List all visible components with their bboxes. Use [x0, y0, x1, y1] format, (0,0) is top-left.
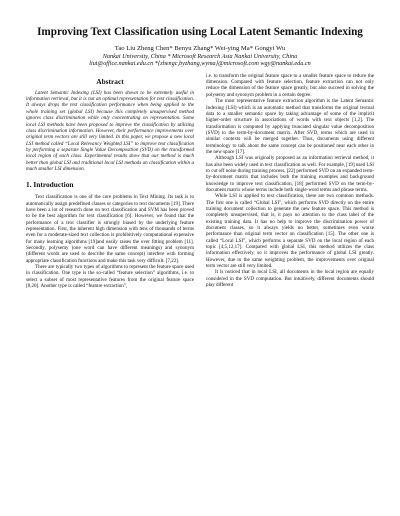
body-paragraph: The most representative feature extraction algorithm is the Latent Semantic Indexing (LSI) which is an automatic method that transforms the original textual data to a smaller semantic space by taking advantage of some of the implicit higher-order structure in associations of words with text objects [1,2]. The transformation is computed by applying truncated singular value decomposition (SVD) to the term-by-document matrix. After SVD, terms which are used in similar contexts will be merged together. Thus, documents using different terminology to talk about the same concept can be positioned near each other in the new space [17]. — [206, 98, 374, 155]
author-block — [26, 45, 374, 68]
body-paragraph: It is noticed that in local LSI, all documents in the local region are equally considered in the SVD computation. But intuitively, different documents should play different — [206, 269, 374, 289]
author-affiliations: Nankai University, China * Microsoft Research Asia Nankai University, China — [102, 52, 298, 60]
body-paragraph: While LSI is applied to text classification, there are two common methods. The first one is called “Global LSI”, which performs SVD directly on the entire training document collection to generate the new feature space. This method is completely unsupervised, that is, it pays no attention to the class label of the existing training data. It has no help to improve the discrimination power of document classes, so it always yields no better, sometimes even worse performance than original term vector on classification [15]. The other one is called “Local LSI”, which performs a separate SVD on the local region of each topic [4,5,12,17]. Compared with global LSI, this method utilizes the class information effectively, so it improves the performance of global LSI greatly. However, due to the same weighting problem, the improvements over original term vector are still very limited. — [206, 193, 374, 270]
intro-paragraph: There are typically two types of algorithms to represent the feature space used in classification. One type is the so-called “feature selection” algorithms, i.e. to select a subset of most representative features from the original feature space [8,20]. Another type is called “feature extraction”, — [26, 264, 194, 290]
abstract-body — [26, 90, 194, 172]
right-column — [206, 73, 374, 290]
paper-title: Improving Text Classification using Local Latent Semantic Indexing — [37, 26, 363, 38]
author-names: Tao Liu Zheng Chen* Benyu Zhang* Wei-ying Ma* Gongyi Wu — [114, 45, 286, 52]
intro-paragraph: Text classification is one of the core problems in Text Mining. Its task is to automatically assign predefined classes or categories to text documents [19]. There have been a lot of research done on text classification and SVM has been proved to be the best algorithm for text classification [6]. However, we found that the performance of a text classifier is strongly biased by the underlying feature representation. First, the inherent high dimension with tens of thousands of terms even for a moderate-sized text collection is prohibitively computational expensive for many learning algorithms [19]and easily raises the over fitting problem [11]. Secondly, polysemy (one word can have different meanings) and synonym (different words are used to describe the same concept) interfere with forming appropriate classification functions and make this task very difficult. [7,22]. — [26, 194, 194, 264]
two-column-body — [26, 73, 374, 290]
body-paragraph: i.e. to transform the original feature space to a smaller feature space to reduce the dimension. Compared with feature selection, feature extraction can not only reduce the dimension of the feature space greatly, but also succeed in solving the polysemy and synonym problem in a certain degree. — [206, 72, 374, 98]
body-paragraph: Although LSI was originally proposed as an information retrieval method, it has also been widely used in text classification as well. For example, [19] used LSI to cut off noise during training process, [22] performed SVD on an expanded term-by-document matrix that includes both the training examples and background knowledge to improve text classification, [18] performed SVD on the term-by-document matrix whose terms include both single-word terms and phrase terms. — [206, 155, 374, 193]
section-heading-introduction: 1. Introduction — [26, 180, 74, 190]
author-emails: liut@office.nankai.edu.cn *{zhengc,byzhang,wyma}@microsoft.com wgy@nankai.edu.cn — [89, 60, 311, 68]
abstract-heading: Abstract — [96, 76, 124, 86]
abstract-text: Latent Semantic Indexing (LSI) has been shown to be extremely useful in information retrieval, but it is not an optimal representation for text classification. It always drops the text classification performance when being applied to the whole training set (global LSI) because this completely unsupervised method ignores class discrimination while only concentrating on representation. Some local LSI methods have been proposed to improve the classification by utilizing class discrimination information. However, their performance improvements over original term vectors are still very limited. In this paper, we propose a new local LSI method called “Local Relevancy Weighted LSI” to improve text classification by performing a separate Single Value Decomposition (SVD) on the transformed local region of each class. Experimental results show that our method is much better than global LSI and traditional local LSI methods on classification within a much smaller LSI dimension. — [26, 89, 194, 172]
left-column — [26, 73, 194, 290]
